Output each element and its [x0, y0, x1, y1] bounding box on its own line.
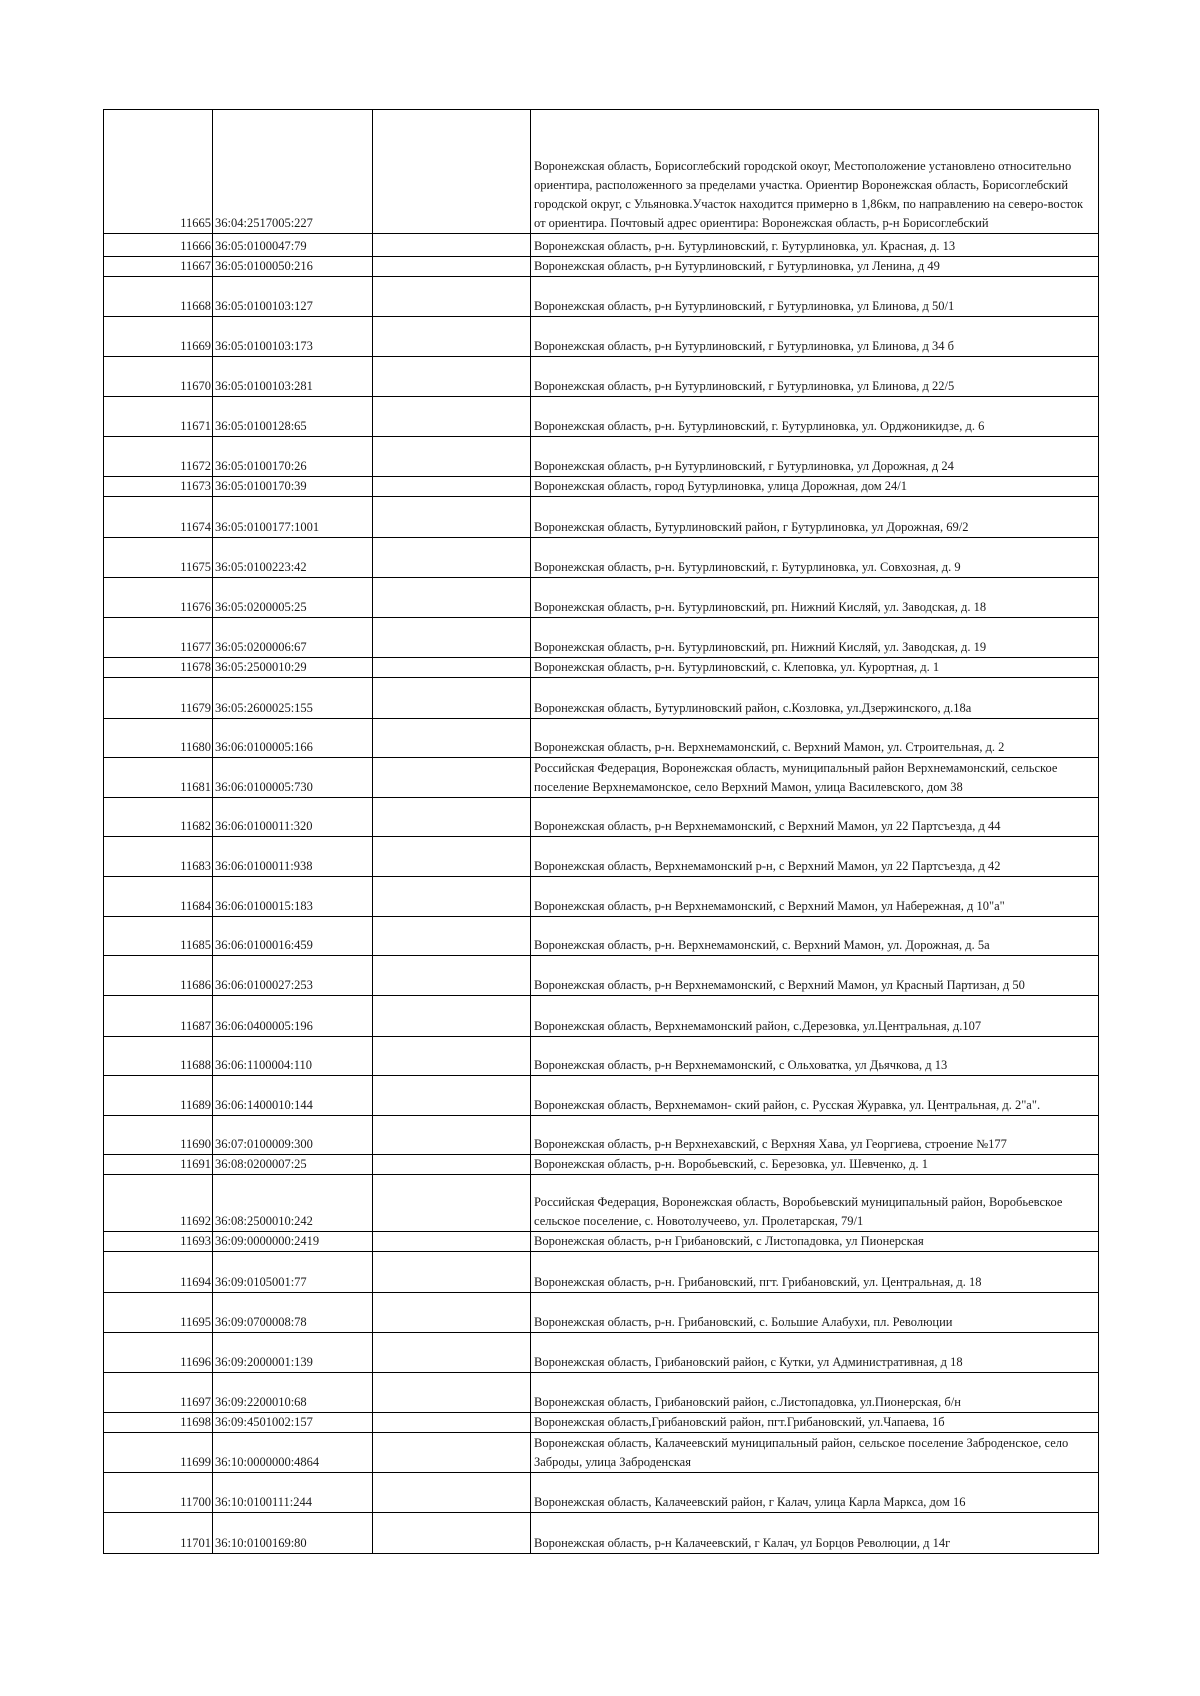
table-row [104, 719, 1099, 758]
cadastral-number: 36:05:0100223:42 [213, 538, 373, 578]
address-cell: Воронежская область, Верхнемамонский район, с.Дерезовка, ул.Центральная, д.107 [531, 996, 1099, 1037]
cadastral-number: 36:05:0100128:65 [213, 397, 373, 437]
table-row [104, 1037, 1099, 1076]
address-cell: Воронежская область, р-н Бутурлиновский, г Бутурлиновка, ул Блинова, д 34 б [531, 317, 1099, 357]
table-row [104, 1155, 1099, 1175]
row-number: 11698 [104, 1413, 213, 1433]
cadastral-number: 36:06:0400005:196 [213, 996, 373, 1037]
table-row [104, 837, 1099, 877]
empty-cell [373, 1116, 531, 1155]
row-number: 11669 [104, 317, 213, 357]
cadastral-number: 36:08:2500010:242 [213, 1175, 373, 1232]
row-number: 11689 [104, 1076, 213, 1116]
table-row [104, 956, 1099, 996]
empty-cell [373, 877, 531, 917]
empty-cell [373, 996, 531, 1037]
address-cell: Воронежская область, р-н. Бутурлиновский, с. Клеповка, ул. Курортная, д. 1 [531, 658, 1099, 678]
empty-cell [373, 234, 531, 257]
table-row [104, 758, 1099, 798]
cadastral-number: 36:05:0200005:25 [213, 578, 373, 618]
empty-cell [373, 317, 531, 357]
cadastral-number: 36:10:0100111:244 [213, 1473, 373, 1513]
cadastral-number: 36:06:0100005:166 [213, 719, 373, 758]
cadastral-number: 36:05:0200006:67 [213, 618, 373, 658]
empty-cell [373, 1155, 531, 1175]
empty-cell [373, 538, 531, 578]
register-table-body [104, 110, 1099, 1554]
address-cell: Воронежская область, р-н. Верхнемамонский, с. Верхний Мамон, ул. Строительная, д. 2 [531, 719, 1099, 758]
empty-cell [373, 837, 531, 877]
table-row [104, 917, 1099, 956]
empty-cell [373, 257, 531, 277]
address-cell: Воронежская область, р-н. Бутурлиновский, г. Бутурлиновка, ул. Совхозная, д. 9 [531, 538, 1099, 578]
table-row [104, 110, 1099, 234]
address-cell: Воронежская область, Калачеевский муниципальный район, сельское поселение Заброденское, село Заброды, улица Заброденская [531, 1433, 1099, 1473]
row-number: 11691 [104, 1155, 213, 1175]
empty-cell [373, 578, 531, 618]
empty-cell [373, 758, 531, 798]
register-table-sheet [103, 109, 1098, 1554]
address-cell: Воронежская область, р-н Верхнемамонский, с Ольховатка, ул Дьячкова, д 13 [531, 1037, 1099, 1076]
table-row [104, 798, 1099, 837]
table-row [104, 1116, 1099, 1155]
empty-cell [373, 437, 531, 477]
cadastral-number: 36:06:0100027:253 [213, 956, 373, 996]
cadastral-number: 36:07:0100009:300 [213, 1116, 373, 1155]
cadastral-number: 36:05:0100103:173 [213, 317, 373, 357]
table-row [104, 1076, 1099, 1116]
table-row [104, 658, 1099, 678]
row-number: 11690 [104, 1116, 213, 1155]
table-row [104, 1433, 1099, 1473]
empty-cell [373, 1175, 531, 1232]
cadastral-number: 36:08:0200007:25 [213, 1155, 373, 1175]
address-cell: Воронежская область, р-н. Грибановский, с. Большие Алабухи, пл. Революции [531, 1293, 1099, 1333]
cadastral-number: 36:09:0105001:77 [213, 1252, 373, 1293]
table-row [104, 1513, 1099, 1554]
empty-cell [373, 1413, 531, 1433]
address-cell: Воронежская область, р-н. Верхнемамонский, с. Верхний Мамон, ул. Дорожная, д. 5а [531, 917, 1099, 956]
table-row [104, 437, 1099, 477]
empty-cell [373, 1076, 531, 1116]
empty-cell [373, 1232, 531, 1252]
cadastral-number: 36:10:0000000:4864 [213, 1433, 373, 1473]
table-row [104, 257, 1099, 277]
table-row [104, 277, 1099, 317]
empty-cell [373, 477, 531, 497]
row-number: 11694 [104, 1252, 213, 1293]
cadastral-number: 36:09:0700008:78 [213, 1293, 373, 1333]
address-cell: Воронежская область, р-н Калачеевский, г Калач, ул Борцов Революции, д 14г [531, 1513, 1099, 1554]
empty-cell [373, 917, 531, 956]
address-cell: Воронежская область, р-н Бутурлиновский, г Бутурлиновка, ул Дорожная, д 24 [531, 437, 1099, 477]
row-number: 11676 [104, 578, 213, 618]
row-number: 11700 [104, 1473, 213, 1513]
cadastral-number: 36:06:0100011:938 [213, 837, 373, 877]
row-number: 11684 [104, 877, 213, 917]
table-row [104, 877, 1099, 917]
table-row [104, 1293, 1099, 1333]
address-cell: Воронежская область, р-н. Грибановский, пгт. Грибановский, ул. Центральная, д. 18 [531, 1252, 1099, 1293]
empty-cell [373, 497, 531, 538]
cadastral-number: 36:09:4501002:157 [213, 1413, 373, 1433]
address-cell: Воронежская область, р-н. Бутурлиновский, г. Бутурлиновка, ул. Орджоникидзе, д. 6 [531, 397, 1099, 437]
table-row [104, 1413, 1099, 1433]
cadastral-number: 36:05:0100047:79 [213, 234, 373, 257]
row-number: 11673 [104, 477, 213, 497]
row-number: 11688 [104, 1037, 213, 1076]
empty-cell [373, 719, 531, 758]
row-number: 11665 [104, 110, 213, 234]
address-cell: Воронежская область, Бутурлиновский район, с.Козловка, ул.Дзержинского, д.18а [531, 678, 1099, 719]
row-number: 11668 [104, 277, 213, 317]
address-cell: Воронежская область, р-н Бутурлиновский, г Бутурлиновка, ул Блинова, д 50/1 [531, 277, 1099, 317]
address-cell: Воронежская область, р-н Верхнемамонский, с Верхний Мамон, ул Красный Партизан, д 50 [531, 956, 1099, 996]
row-number: 11699 [104, 1433, 213, 1473]
cadastral-number: 36:05:0100170:39 [213, 477, 373, 497]
empty-cell [373, 1252, 531, 1293]
address-cell: Воронежская область, р-н. Бутурлиновский, рп. Нижний Кисляй, ул. Заводская, д. 19 [531, 618, 1099, 658]
table-row [104, 477, 1099, 497]
address-cell: Воронежская область, Грибановский район, с Кутки, ул Административная, д 18 [531, 1333, 1099, 1373]
row-number: 11679 [104, 678, 213, 719]
cadastral-number: 36:05:2500010:29 [213, 658, 373, 678]
cadastral-number: 36:09:2000001:139 [213, 1333, 373, 1373]
row-number: 11671 [104, 397, 213, 437]
row-number: 11683 [104, 837, 213, 877]
empty-cell [373, 956, 531, 996]
table-row [104, 357, 1099, 397]
row-number: 11687 [104, 996, 213, 1037]
address-cell: Воронежская область, город Бутурлиновка, улица Дорожная, дом 24/1 [531, 477, 1099, 497]
table-row [104, 497, 1099, 538]
empty-cell [373, 658, 531, 678]
row-number: 11672 [104, 437, 213, 477]
table-row [104, 1252, 1099, 1293]
row-number: 11693 [104, 1232, 213, 1252]
empty-cell [373, 1293, 531, 1333]
cadastral-number: 36:05:0100103:281 [213, 357, 373, 397]
address-cell: Воронежская область, р-н Грибановский, с Листопадовка, ул Пионерская [531, 1232, 1099, 1252]
table-row [104, 317, 1099, 357]
empty-cell [373, 397, 531, 437]
address-cell: Воронежская область, р-н Верхнехавский, с Верхняя Хава, ул Георгиева, строение №177 [531, 1116, 1099, 1155]
table-row [104, 996, 1099, 1037]
table-row [104, 1333, 1099, 1373]
cadastral-number: 36:05:0100177:1001 [213, 497, 373, 538]
table-row [104, 618, 1099, 658]
empty-cell [373, 798, 531, 837]
cadastral-number: 36:05:0100050:216 [213, 257, 373, 277]
row-number: 11695 [104, 1293, 213, 1333]
table-row [104, 234, 1099, 257]
row-number: 11677 [104, 618, 213, 658]
cadastral-number: 36:06:0100016:459 [213, 917, 373, 956]
table-row [104, 397, 1099, 437]
address-cell: Воронежская область, Грибановский район, с.Листопадовка, ул.Пионерская, б/н [531, 1373, 1099, 1413]
address-cell: Воронежская область, р-н Бутурлиновский, г Бутурлиновка, ул Ленина, д 49 [531, 257, 1099, 277]
empty-cell [373, 277, 531, 317]
row-number: 11674 [104, 497, 213, 538]
row-number: 11675 [104, 538, 213, 578]
address-cell: Воронежская область, р-н. Бутурлиновский, рп. Нижний Кисляй, ул. Заводская, д. 18 [531, 578, 1099, 618]
row-number: 11696 [104, 1333, 213, 1373]
empty-cell [373, 678, 531, 719]
cadastral-number: 36:06:1400010:144 [213, 1076, 373, 1116]
table-row [104, 1232, 1099, 1252]
address-cell: Российская Федерация, Воронежская область, муниципальный район Верхнемамонский, сельское поселение Верхнемамонское, село Верхний Мамон, улица Василевского, дом 38 [531, 758, 1099, 798]
row-number: 11682 [104, 798, 213, 837]
cadastral-number: 36:06:0100015:183 [213, 877, 373, 917]
row-number: 11685 [104, 917, 213, 956]
cadastral-number: 36:06:0100011:320 [213, 798, 373, 837]
row-number: 11681 [104, 758, 213, 798]
cadastral-number: 36:05:0100170:26 [213, 437, 373, 477]
cadastral-number: 36:06:0100005:730 [213, 758, 373, 798]
cadastral-number: 36:05:0100103:127 [213, 277, 373, 317]
cadastral-number: 36:09:2200010:68 [213, 1373, 373, 1413]
empty-cell [373, 1333, 531, 1373]
empty-cell [373, 1373, 531, 1413]
cadastral-number: 36:10:0100169:80 [213, 1513, 373, 1554]
row-number: 11686 [104, 956, 213, 996]
address-cell: Воронежская область, Борисоглебский городской окоуг, Местоположение установлено относительно ориентира, расположенного за пределами участка. Ориентир Воронежская область, Борисоглебский городской округ, с Ульяновка.Участок находится примерно в 1,86км, по направлению на северо-восток от ориентира. Почтовый адрес ориентира: Воронежская область, р-н Борисоглебский [531, 110, 1099, 234]
address-cell: Воронежская область, р-н. Бутурлиновский, г. Бутурлиновка, ул. Красная, д. 13 [531, 234, 1099, 257]
address-cell: Воронежская область, р-н Верхнемамонский, с Верхний Мамон, ул 22 Партсъезда, д 44 [531, 798, 1099, 837]
row-number: 11680 [104, 719, 213, 758]
row-number: 11692 [104, 1175, 213, 1232]
table-row [104, 538, 1099, 578]
address-cell: Воронежская область, Калачеевский район, г Калач, улица Карла Маркса, дом 16 [531, 1473, 1099, 1513]
row-number: 11670 [104, 357, 213, 397]
address-cell: Воронежская область, р-н Бутурлиновский, г Бутурлиновка, ул Блинова, д 22/5 [531, 357, 1099, 397]
empty-cell [373, 1473, 531, 1513]
row-number: 11697 [104, 1373, 213, 1413]
address-cell: Российская Федерация, Воронежская область, Воробьевский муниципальный район, Воробьевское сельское поселение, с. Новотолучеево, ул. Пролетарская, 79/1 [531, 1175, 1099, 1232]
empty-cell [373, 1513, 531, 1554]
empty-cell [373, 357, 531, 397]
table-row [104, 1473, 1099, 1513]
empty-cell [373, 1433, 531, 1473]
cadastral-number: 36:06:1100004:110 [213, 1037, 373, 1076]
address-cell: Воронежская область,Грибановский район, пгт.Грибановский, ул.Чапаева, 1б [531, 1413, 1099, 1433]
row-number: 11666 [104, 234, 213, 257]
table-row [104, 1373, 1099, 1413]
register-table [103, 109, 1099, 1554]
empty-cell [373, 618, 531, 658]
address-cell: Воронежская область, Бутурлиновский район, г Бутурлиновка, ул Дорожная, 69/2 [531, 497, 1099, 538]
row-number: 11701 [104, 1513, 213, 1554]
table-row [104, 678, 1099, 719]
table-row [104, 578, 1099, 618]
empty-cell [373, 110, 531, 234]
address-cell: Воронежская область, Верхнемамон- ский район, с. Русская Журавка, ул. Центральная, д. 2"а". [531, 1076, 1099, 1116]
empty-cell [373, 1037, 531, 1076]
table-row [104, 1175, 1099, 1232]
cadastral-number: 36:09:0000000:2419 [213, 1232, 373, 1252]
address-cell: Воронежская область, Верхнемамонский р-н, с Верхний Мамон, ул 22 Партсъезда, д 42 [531, 837, 1099, 877]
row-number: 11678 [104, 658, 213, 678]
address-cell: Воронежская область, р-н. Воробьевский, с. Березовка, ул. Шевченко, д. 1 [531, 1155, 1099, 1175]
address-cell: Воронежская область, р-н Верхнемамонский, с Верхний Мамон, ул Набережная, д 10"а" [531, 877, 1099, 917]
cadastral-number: 36:04:2517005:227 [213, 110, 373, 234]
row-number: 11667 [104, 257, 213, 277]
cadastral-number: 36:05:2600025:155 [213, 678, 373, 719]
